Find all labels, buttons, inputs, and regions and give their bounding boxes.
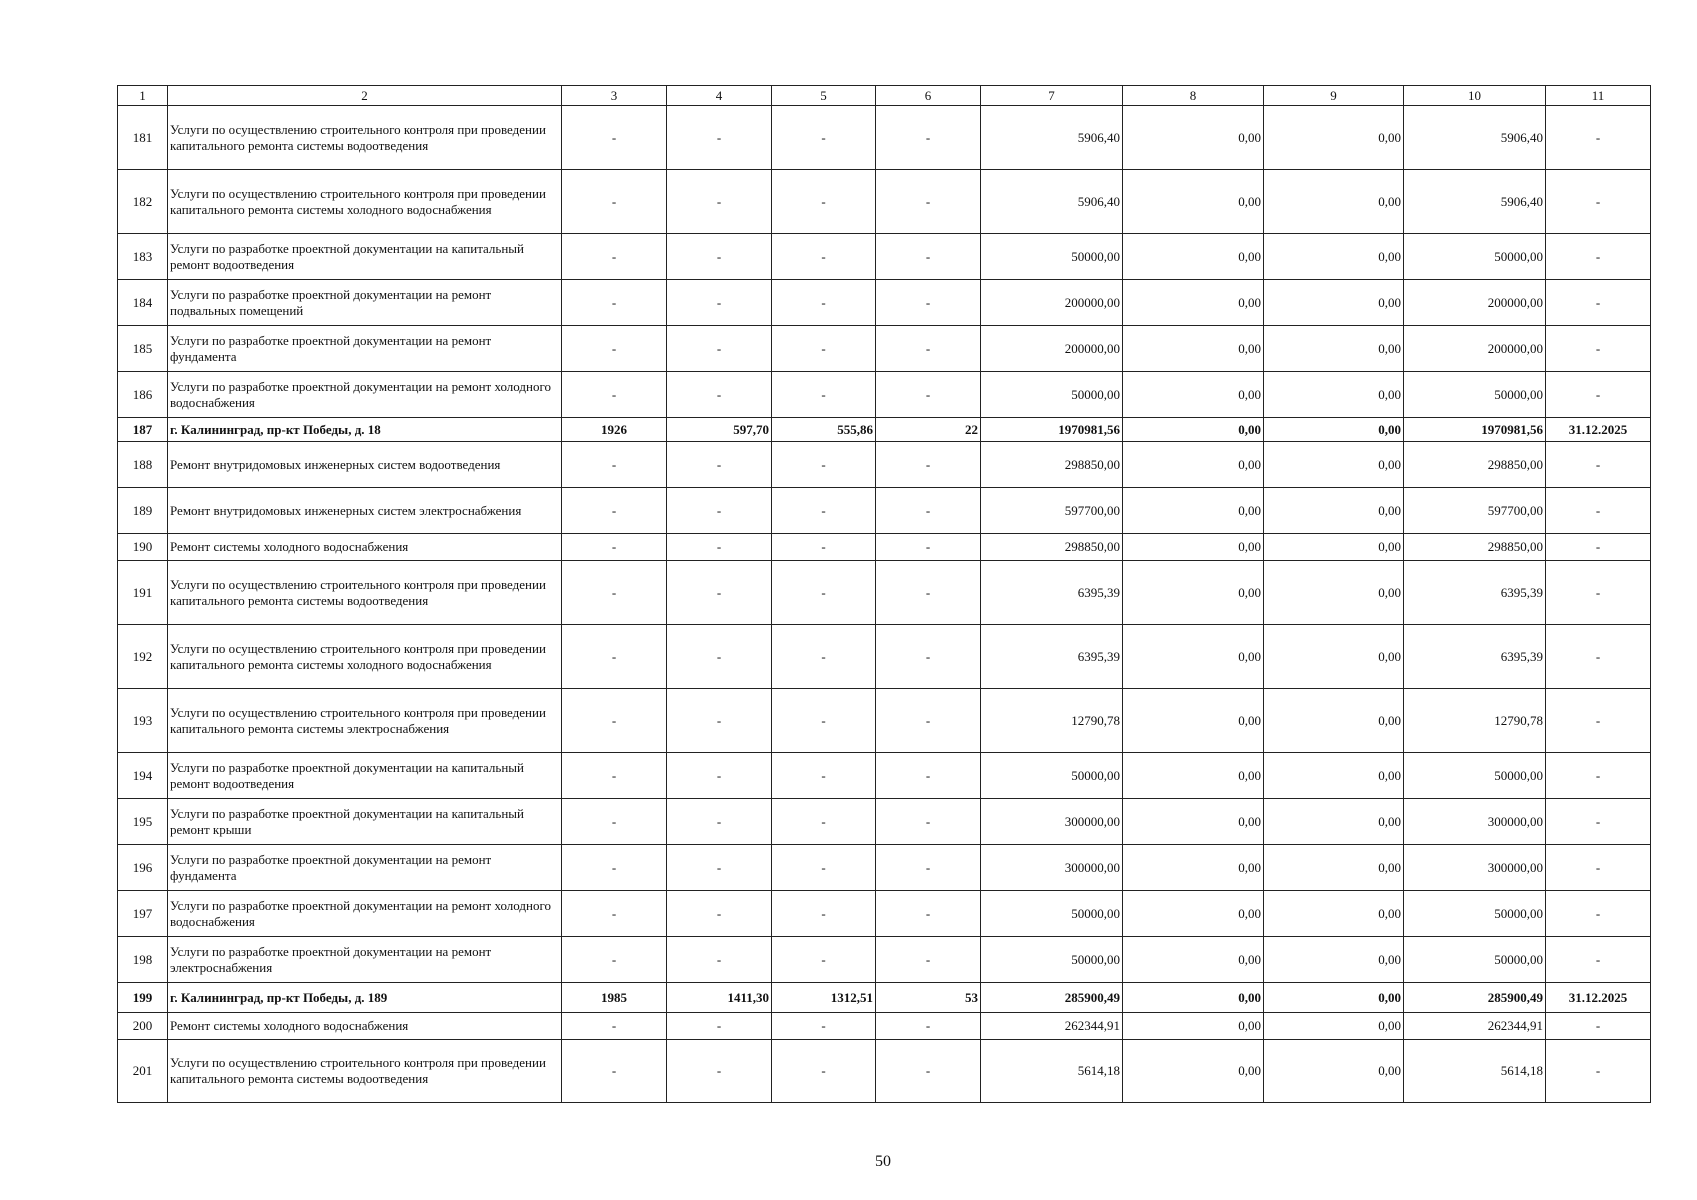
page-number: 50	[875, 1153, 891, 1170]
col-7-value: 597700,00	[981, 488, 1123, 534]
col-10-value: 12790,78	[1404, 689, 1546, 753]
col-7-value: 50000,00	[981, 234, 1123, 280]
col-11-value: -	[1546, 937, 1651, 983]
work-description: Ремонт внутридомовых инженерных систем водоотведения	[168, 442, 562, 488]
column-number: 4	[667, 86, 772, 106]
col-8-value: 0,00	[1123, 534, 1264, 561]
col-11-value: 31.12.2025	[1546, 983, 1651, 1013]
col-9-value: 0,00	[1264, 372, 1404, 418]
col-6-value: -	[876, 1013, 981, 1040]
col-3-value: -	[562, 753, 667, 799]
col-9-value: 0,00	[1264, 561, 1404, 625]
row-number: 184	[118, 280, 168, 326]
col-10-value: 200000,00	[1404, 326, 1546, 372]
col-8-value: 0,00	[1123, 625, 1264, 689]
row-number: 199	[118, 983, 168, 1013]
col-9-value: 0,00	[1264, 418, 1404, 442]
col-11-value: 31.12.2025	[1546, 418, 1651, 442]
table-row	[118, 534, 1651, 561]
col-3-value: -	[562, 280, 667, 326]
col-6-value: -	[876, 534, 981, 561]
col-8-value: 0,00	[1123, 753, 1264, 799]
row-number: 188	[118, 442, 168, 488]
row-number: 187	[118, 418, 168, 442]
col-6-value: -	[876, 845, 981, 891]
col-6-value: 22	[876, 418, 981, 442]
col-7-value: 285900,49	[981, 983, 1123, 1013]
col-5-value: -	[772, 753, 876, 799]
col-9-value: 0,00	[1264, 799, 1404, 845]
col-8-value: 0,00	[1123, 689, 1264, 753]
col-8-value: 0,00	[1123, 170, 1264, 234]
col-3-value: -	[562, 689, 667, 753]
row-number: 190	[118, 534, 168, 561]
address-row	[118, 418, 1651, 442]
col-9-value: 0,00	[1264, 625, 1404, 689]
table-row	[118, 1040, 1651, 1103]
row-number: 183	[118, 234, 168, 280]
col-8-value: 0,00	[1123, 234, 1264, 280]
col-10-value: 50000,00	[1404, 937, 1546, 983]
col-11-value: -	[1546, 326, 1651, 372]
col-5-value: -	[772, 280, 876, 326]
col-5-value: -	[772, 625, 876, 689]
col-5-value: -	[772, 372, 876, 418]
table-row	[118, 625, 1651, 689]
work-description: Услуги по осуществлению строительного контроля при проведении капитального ремонта системы холодного водоснабжения	[168, 625, 562, 689]
col-5-value: -	[772, 689, 876, 753]
row-number: 189	[118, 488, 168, 534]
col-9-value: 0,00	[1264, 280, 1404, 326]
col-7-value: 300000,00	[981, 845, 1123, 891]
col-6-value: -	[876, 799, 981, 845]
col-5-value: -	[772, 326, 876, 372]
col-4-value: -	[667, 561, 772, 625]
col-4-value: -	[667, 534, 772, 561]
work-description: Услуги по разработке проектной документации на капитальный ремонт крыши	[168, 799, 562, 845]
col-10-value: 300000,00	[1404, 845, 1546, 891]
row-number: 182	[118, 170, 168, 234]
col-11-value: -	[1546, 534, 1651, 561]
col-3-value: -	[562, 106, 667, 170]
work-description: Услуги по осуществлению строительного контроля при проведении капитального ремонта системы водоотведения	[168, 1040, 562, 1103]
col-9-value: 0,00	[1264, 937, 1404, 983]
col-11-value: -	[1546, 753, 1651, 799]
work-description: Услуги по разработке проектной документации на ремонт электроснабжения	[168, 937, 562, 983]
col-3-value: -	[562, 1013, 667, 1040]
col-7-value: 200000,00	[981, 326, 1123, 372]
col-4-value: -	[667, 326, 772, 372]
col-11-value: -	[1546, 799, 1651, 845]
row-number: 198	[118, 937, 168, 983]
row-number: 192	[118, 625, 168, 689]
col-10-value: 1970981,56	[1404, 418, 1546, 442]
col-4-value: -	[667, 937, 772, 983]
col-5-value: -	[772, 534, 876, 561]
work-description: Ремонт внутридомовых инженерных систем электроснабжения	[168, 488, 562, 534]
work-description: Услуги по осуществлению строительного контроля при проведении капитального ремонта системы водоотведения	[168, 106, 562, 170]
work-description: Услуги по разработке проектной документации на капитальный ремонт водоотведения	[168, 753, 562, 799]
row-number: 185	[118, 326, 168, 372]
work-description: Ремонт системы холодного водоснабжения	[168, 1013, 562, 1040]
col-3-value: -	[562, 372, 667, 418]
col-6-value: -	[876, 561, 981, 625]
col-9-value: 0,00	[1264, 845, 1404, 891]
row-number: 196	[118, 845, 168, 891]
work-description: Услуги по разработке проектной документации на ремонт холодного водоснабжения	[168, 372, 562, 418]
col-6-value: -	[876, 689, 981, 753]
col-7-value: 298850,00	[981, 442, 1123, 488]
col-11-value: -	[1546, 1040, 1651, 1103]
col-10-value: 262344,91	[1404, 1013, 1546, 1040]
table-row	[118, 280, 1651, 326]
col-3-value: -	[562, 326, 667, 372]
work-description: Ремонт системы холодного водоснабжения	[168, 534, 562, 561]
table-row	[118, 1013, 1651, 1040]
col-11-value: -	[1546, 1013, 1651, 1040]
column-number: 1	[118, 86, 168, 106]
row-number: 194	[118, 753, 168, 799]
col-9-value: 0,00	[1264, 983, 1404, 1013]
row-number: 201	[118, 1040, 168, 1103]
col-6-value: -	[876, 170, 981, 234]
table-row	[118, 372, 1651, 418]
col-11-value: -	[1546, 442, 1651, 488]
col-10-value: 50000,00	[1404, 891, 1546, 937]
col-8-value: 0,00	[1123, 106, 1264, 170]
col-9-value: 0,00	[1264, 488, 1404, 534]
col-5-value: -	[772, 170, 876, 234]
col-5-value: -	[772, 106, 876, 170]
column-number: 9	[1264, 86, 1404, 106]
col-5-value: -	[772, 561, 876, 625]
col-4-value: -	[667, 625, 772, 689]
row-number: 197	[118, 891, 168, 937]
col-3-value: -	[562, 442, 667, 488]
col-4-value: -	[667, 753, 772, 799]
col-10-value: 298850,00	[1404, 534, 1546, 561]
col-8-value: 0,00	[1123, 1040, 1264, 1103]
col-8-value: 0,00	[1123, 488, 1264, 534]
col-11-value: -	[1546, 561, 1651, 625]
col-10-value: 5906,40	[1404, 170, 1546, 234]
column-number: 7	[981, 86, 1123, 106]
col-9-value: 0,00	[1264, 106, 1404, 170]
row-number: 181	[118, 106, 168, 170]
work-description: Услуги по разработке проектной документации на ремонт фундамента	[168, 326, 562, 372]
col-6-value: -	[876, 106, 981, 170]
work-description: Услуги по осуществлению строительного контроля при проведении капитального ремонта системы холодного водоснабжения	[168, 170, 562, 234]
table-body	[118, 86, 1651, 1103]
col-5-value: -	[772, 1013, 876, 1040]
col-5-value: -	[772, 891, 876, 937]
col-11-value: -	[1546, 625, 1651, 689]
table-row	[118, 106, 1651, 170]
col-4-value: -	[667, 372, 772, 418]
col-3-value: -	[562, 625, 667, 689]
col-8-value: 0,00	[1123, 799, 1264, 845]
col-8-value: 0,00	[1123, 891, 1264, 937]
work-description: Услуги по разработке проектной документации на ремонт холодного водоснабжения	[168, 891, 562, 937]
col-6-value: -	[876, 937, 981, 983]
col-4-value: -	[667, 106, 772, 170]
col-8-value: 0,00	[1123, 561, 1264, 625]
col-5-value: -	[772, 845, 876, 891]
table-row	[118, 442, 1651, 488]
col-6-value: -	[876, 488, 981, 534]
col-3-value: -	[562, 799, 667, 845]
col-11-value: -	[1546, 280, 1651, 326]
col-7-value: 1970981,56	[981, 418, 1123, 442]
column-number: 3	[562, 86, 667, 106]
col-4-value: -	[667, 170, 772, 234]
work-description: Услуги по разработке проектной документации на капитальный ремонт водоотведения	[168, 234, 562, 280]
table-row	[118, 561, 1651, 625]
col-10-value: 50000,00	[1404, 234, 1546, 280]
col-6-value: -	[876, 326, 981, 372]
col-10-value: 5614,18	[1404, 1040, 1546, 1103]
col-6-value: -	[876, 234, 981, 280]
col-3-value: -	[562, 891, 667, 937]
col-11-value: -	[1546, 488, 1651, 534]
col-6-value: -	[876, 442, 981, 488]
col-5-value: -	[772, 442, 876, 488]
col-3-value: 1985	[562, 983, 667, 1013]
column-number: 11	[1546, 86, 1651, 106]
table-row	[118, 845, 1651, 891]
col-11-value: -	[1546, 891, 1651, 937]
col-11-value: -	[1546, 689, 1651, 753]
work-description: Услуги по осуществлению строительного контроля при проведении капитального ремонта системы электроснабжения	[168, 689, 562, 753]
col-9-value: 0,00	[1264, 442, 1404, 488]
col-7-value: 50000,00	[981, 372, 1123, 418]
work-description: Услуги по осуществлению строительного контроля при проведении капитального ремонта системы водоотведения	[168, 561, 562, 625]
col-4-value: -	[667, 845, 772, 891]
col-7-value: 5906,40	[981, 106, 1123, 170]
column-number: 5	[772, 86, 876, 106]
table-row	[118, 799, 1651, 845]
table-row	[118, 488, 1651, 534]
col-6-value: -	[876, 891, 981, 937]
row-number: 186	[118, 372, 168, 418]
col-5-value: -	[772, 799, 876, 845]
row-number: 200	[118, 1013, 168, 1040]
col-10-value: 300000,00	[1404, 799, 1546, 845]
col-9-value: 0,00	[1264, 753, 1404, 799]
work-description: г. Калининград, пр-кт Победы, д. 189	[168, 983, 562, 1013]
col-5-value: -	[772, 488, 876, 534]
col-3-value: -	[562, 534, 667, 561]
col-4-value: -	[667, 891, 772, 937]
col-9-value: 0,00	[1264, 326, 1404, 372]
work-description: г. Калининград, пр-кт Победы, д. 18	[168, 418, 562, 442]
col-5-value: 1312,51	[772, 983, 876, 1013]
col-4-value: -	[667, 689, 772, 753]
column-number-row	[118, 86, 1651, 106]
row-number: 195	[118, 799, 168, 845]
col-4-value: -	[667, 488, 772, 534]
col-10-value: 50000,00	[1404, 753, 1546, 799]
address-row	[118, 983, 1651, 1013]
col-11-value: -	[1546, 234, 1651, 280]
col-11-value: -	[1546, 372, 1651, 418]
col-8-value: 0,00	[1123, 442, 1264, 488]
col-4-value: 1411,30	[667, 983, 772, 1013]
col-6-value: -	[876, 1040, 981, 1103]
table-row	[118, 326, 1651, 372]
col-4-value: -	[667, 1040, 772, 1103]
col-11-value: -	[1546, 845, 1651, 891]
col-4-value: -	[667, 799, 772, 845]
col-8-value: 0,00	[1123, 1013, 1264, 1040]
col-8-value: 0,00	[1123, 326, 1264, 372]
work-description: Услуги по разработке проектной документации на ремонт подвальных помещений	[168, 280, 562, 326]
col-9-value: 0,00	[1264, 234, 1404, 280]
col-10-value: 6395,39	[1404, 625, 1546, 689]
col-3-value: -	[562, 1040, 667, 1103]
col-5-value: 555,86	[772, 418, 876, 442]
col-10-value: 5906,40	[1404, 106, 1546, 170]
col-7-value: 5906,40	[981, 170, 1123, 234]
col-5-value: -	[772, 1040, 876, 1103]
col-5-value: -	[772, 937, 876, 983]
col-4-value: -	[667, 280, 772, 326]
col-10-value: 50000,00	[1404, 372, 1546, 418]
column-number: 10	[1404, 86, 1546, 106]
col-9-value: 0,00	[1264, 891, 1404, 937]
col-11-value: -	[1546, 106, 1651, 170]
table-row	[118, 689, 1651, 753]
column-number: 2	[168, 86, 562, 106]
col-6-value: -	[876, 372, 981, 418]
col-7-value: 50000,00	[981, 891, 1123, 937]
col-9-value: 0,00	[1264, 1040, 1404, 1103]
col-8-value: 0,00	[1123, 845, 1264, 891]
col-9-value: 0,00	[1264, 170, 1404, 234]
col-7-value: 5614,18	[981, 1040, 1123, 1103]
col-7-value: 200000,00	[981, 280, 1123, 326]
col-3-value: -	[562, 234, 667, 280]
col-7-value: 300000,00	[981, 799, 1123, 845]
col-4-value: 597,70	[667, 418, 772, 442]
row-number: 191	[118, 561, 168, 625]
table-row	[118, 937, 1651, 983]
column-number: 6	[876, 86, 981, 106]
col-4-value: -	[667, 442, 772, 488]
col-7-value: 6395,39	[981, 625, 1123, 689]
col-9-value: 0,00	[1264, 689, 1404, 753]
col-10-value: 298850,00	[1404, 442, 1546, 488]
col-8-value: 0,00	[1123, 280, 1264, 326]
col-7-value: 50000,00	[981, 937, 1123, 983]
col-6-value: -	[876, 753, 981, 799]
col-9-value: 0,00	[1264, 534, 1404, 561]
col-11-value: -	[1546, 170, 1651, 234]
col-7-value: 6395,39	[981, 561, 1123, 625]
column-number: 8	[1123, 86, 1264, 106]
col-8-value: 0,00	[1123, 983, 1264, 1013]
col-7-value: 262344,91	[981, 1013, 1123, 1040]
col-4-value: -	[667, 234, 772, 280]
col-10-value: 597700,00	[1404, 488, 1546, 534]
table-row	[118, 891, 1651, 937]
col-6-value: -	[876, 625, 981, 689]
col-3-value: -	[562, 845, 667, 891]
table-row	[118, 170, 1651, 234]
col-7-value: 12790,78	[981, 689, 1123, 753]
col-6-value: 53	[876, 983, 981, 1013]
col-10-value: 285900,49	[1404, 983, 1546, 1013]
col-4-value: -	[667, 1013, 772, 1040]
col-3-value: 1926	[562, 418, 667, 442]
work-description: Услуги по разработке проектной документации на ремонт фундамента	[168, 845, 562, 891]
col-8-value: 0,00	[1123, 937, 1264, 983]
table-row	[118, 753, 1651, 799]
col-5-value: -	[772, 234, 876, 280]
col-3-value: -	[562, 488, 667, 534]
col-9-value: 0,00	[1264, 1013, 1404, 1040]
col-7-value: 50000,00	[981, 753, 1123, 799]
col-8-value: 0,00	[1123, 418, 1264, 442]
col-3-value: -	[562, 561, 667, 625]
col-3-value: -	[562, 170, 667, 234]
table-row	[118, 234, 1651, 280]
col-6-value: -	[876, 280, 981, 326]
works-table	[117, 85, 1651, 1103]
col-10-value: 200000,00	[1404, 280, 1546, 326]
col-7-value: 298850,00	[981, 534, 1123, 561]
col-8-value: 0,00	[1123, 372, 1264, 418]
col-10-value: 6395,39	[1404, 561, 1546, 625]
row-number: 193	[118, 689, 168, 753]
col-3-value: -	[562, 937, 667, 983]
